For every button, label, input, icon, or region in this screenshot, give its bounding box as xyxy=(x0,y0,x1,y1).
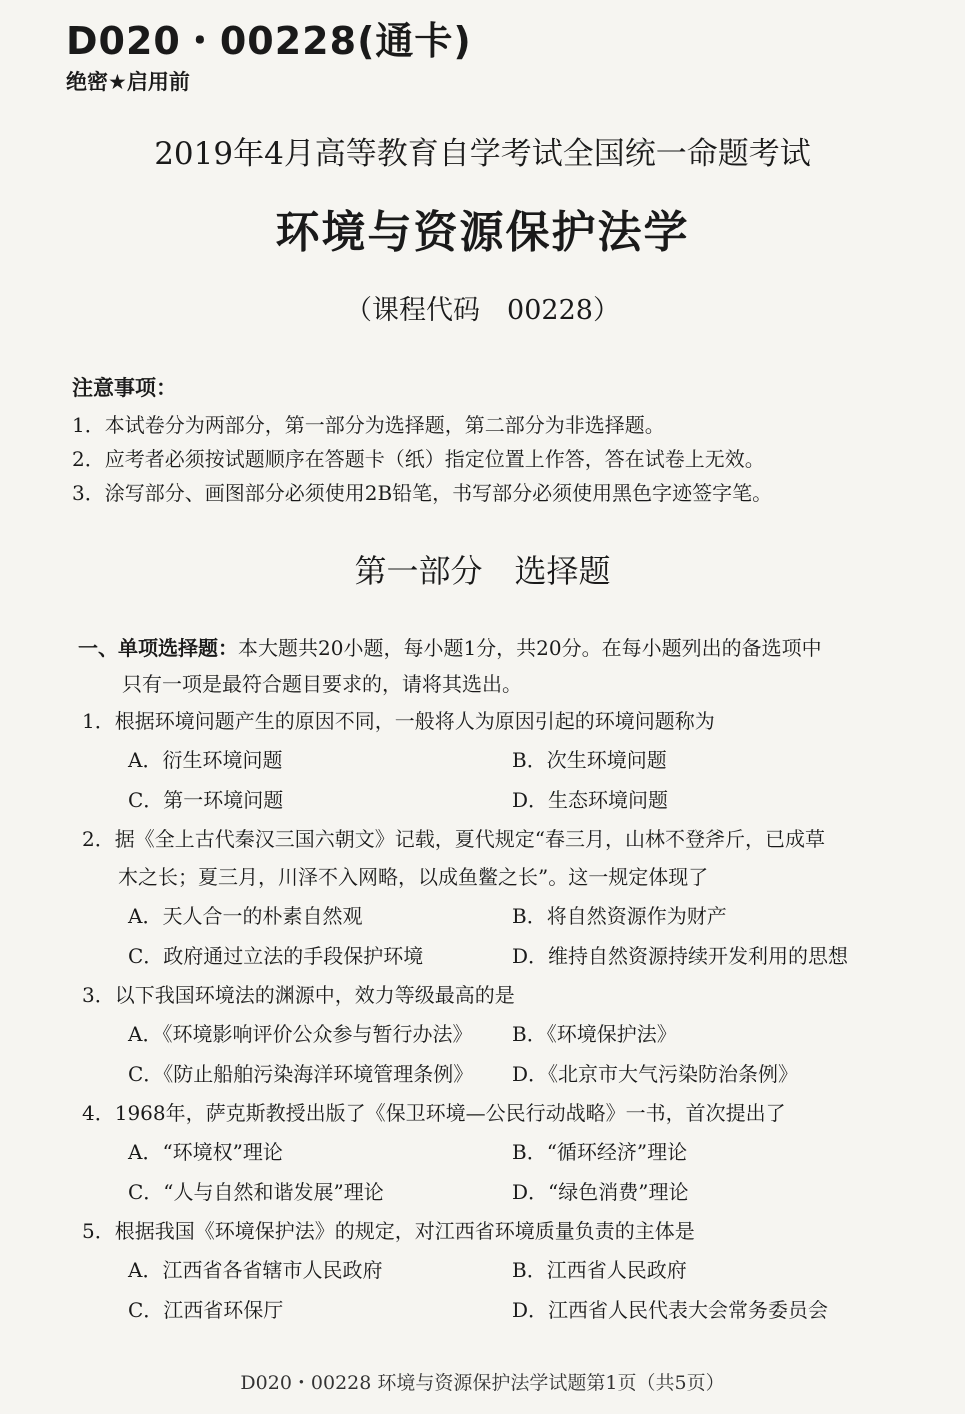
question-stem: 3．以下我国环境法的渊源中，效力等级最高的是 xyxy=(82,983,515,1007)
page-footer: D020・00228 环境与资源保护法学试题第1页（共5页） xyxy=(240,1372,725,1394)
option-d: D．生态环境问题 xyxy=(512,788,669,812)
option-c: C．《防止船舶污染海洋环境管理条例》 xyxy=(128,1062,474,1086)
option-d: D．江西省人民代表大会常务委员会 xyxy=(512,1298,829,1322)
option-a: A．衍生环境问题 xyxy=(128,748,283,772)
exam-code: D020・00228(通卡) xyxy=(66,19,472,63)
question xyxy=(82,820,922,976)
question-options xyxy=(82,896,922,976)
option-a: A．《环境影响评价公众参与暂行办法》 xyxy=(128,1022,473,1046)
question-stem: 5．根据我国《环境保护法》的规定，对江西省环境质量负责的主体是 xyxy=(82,1219,695,1243)
notes-title: 注意事项： xyxy=(72,376,177,400)
option-a: A．江西省各省辖市人民政府 xyxy=(128,1258,383,1282)
option-d: D．《北京市大气污染防治条例》 xyxy=(512,1062,799,1086)
option-b: B．江西省人民政府 xyxy=(512,1258,687,1282)
note-item: 2．应考者必须按试题顺序在答题卡（纸）指定位置上作答，答在试卷上无效。 xyxy=(72,447,765,471)
option-a: A．天人合一的朴素自然观 xyxy=(128,904,363,928)
question-stem-cont: 木之长；夏三月，川泽不入网略，以成鱼鳖之长”。这一规定体现了 xyxy=(118,865,709,889)
question-options xyxy=(82,1014,922,1094)
part-title: 第一部分 选择题 xyxy=(354,552,611,590)
option-c: C．“人与自然和谐发展”理论 xyxy=(128,1180,384,1204)
section-text-cont: 只有一项是最符合题目要求的，请将其选出。 xyxy=(122,672,522,696)
option-a: A．“环境权”理论 xyxy=(128,1140,283,1164)
option-d: D．维持自然资源持续开发利用的思想 xyxy=(512,944,849,968)
note-item: 1．本试卷分为两部分，第一部分为选择题，第二部分为非选择题。 xyxy=(72,413,665,437)
question xyxy=(82,702,922,820)
question xyxy=(82,1212,922,1330)
question xyxy=(82,1094,922,1212)
question xyxy=(82,976,922,1094)
option-c: C．江西省环保厅 xyxy=(128,1298,284,1322)
option-b: B．次生环境问题 xyxy=(512,748,667,772)
question-list xyxy=(82,702,922,1330)
question-stem: 2．据《全上古代秦汉三国六朝文》记载，夏代规定“春三月，山林不登斧斤，已成草 xyxy=(82,827,825,851)
course-code: （课程代码 00228） xyxy=(345,295,620,326)
section-label: 一、单项选择题： xyxy=(78,636,238,660)
option-b: B．将自然资源作为财产 xyxy=(512,904,727,928)
notes-section xyxy=(72,372,912,510)
exam-title: 2019年4月高等教育自学考试全国统一命题考试 xyxy=(154,136,811,172)
option-c: C．第一环境问题 xyxy=(128,788,284,812)
question-options xyxy=(82,740,922,820)
option-b: B．《环境保护法》 xyxy=(512,1022,677,1046)
section-text: 本大题共20小题，每小题1分，共20分。在每小题列出的备选项中 xyxy=(238,636,822,660)
option-d: D．“绿色消费”理论 xyxy=(512,1180,689,1204)
question-stem: 1．根据环境问题产生的原因不同，一般将人为原因引起的环境问题称为 xyxy=(82,709,715,733)
question-options xyxy=(82,1250,922,1330)
option-b: B．“循环经济”理论 xyxy=(512,1140,688,1164)
question-options xyxy=(82,1132,922,1212)
note-item: 3．涂写部分、画图部分必须使用2B铅笔，书写部分必须使用黑色字迹签字笔。 xyxy=(72,481,773,505)
secret-label: 绝密★启用前 xyxy=(66,70,190,94)
section-heading xyxy=(78,630,928,702)
question-stem: 4．1968年，萨克斯教授出版了《保卫环境—公民行动战略》一书，首次提出了 xyxy=(82,1101,786,1125)
subject-title: 环境与资源保护法学 xyxy=(275,207,690,258)
option-c: C．政府通过立法的手段保护环境 xyxy=(128,944,424,968)
